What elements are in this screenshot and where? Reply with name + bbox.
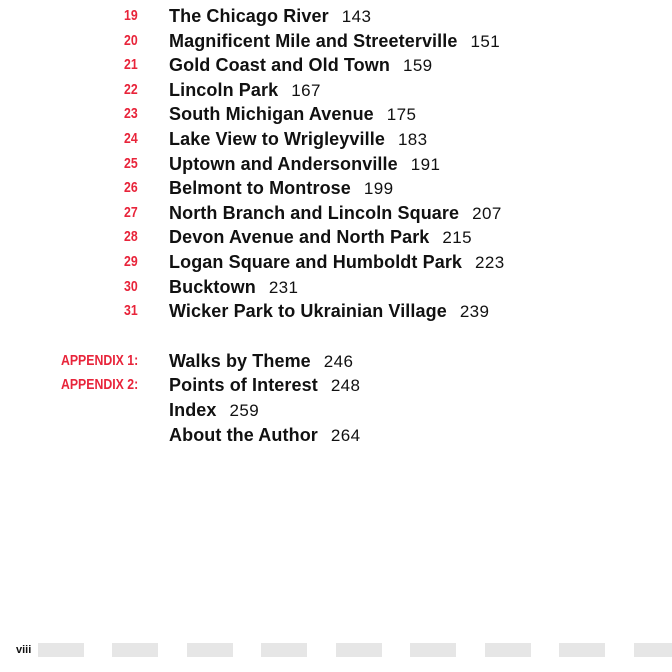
toc-row	[0, 349, 672, 374]
chapter-number: 26	[124, 179, 138, 197]
chapter-number: 20	[124, 31, 138, 49]
chapter-title: Lake View to Wrigleyville	[169, 128, 385, 149]
footer-bar	[634, 643, 672, 657]
toc-row	[0, 127, 672, 152]
footer-bar	[410, 643, 456, 657]
toc-entry	[169, 152, 440, 178]
chapter-title: Magnificent Mile and Streeterville	[169, 30, 458, 51]
toc-row	[0, 373, 672, 398]
chapter-title: Uptown and Andersonville	[169, 153, 398, 174]
page-number: 167	[291, 80, 321, 100]
page-number: 264	[330, 425, 361, 445]
folio: viii	[16, 644, 32, 656]
toc-row	[0, 53, 672, 78]
chapter-title: Logan Square and Humboldt Park	[169, 251, 463, 272]
page-footer	[0, 643, 672, 657]
toc-row	[0, 275, 672, 300]
toc-entry	[169, 201, 502, 227]
chapter-number: 28	[124, 228, 138, 246]
chapter-title: South Michigan Avenue	[169, 104, 374, 125]
toc-row	[0, 398, 672, 423]
chapter-title: Gold Coast and Old Town	[169, 55, 390, 76]
chapter-number: 27	[124, 203, 138, 221]
toc-entry	[169, 29, 500, 55]
chapter-number: 30	[124, 277, 138, 295]
page-number: 183	[397, 129, 428, 149]
toc-entry	[169, 53, 433, 79]
chapter-number: 21	[124, 56, 138, 74]
about-author-title: About the Author	[169, 424, 318, 445]
toc-row	[0, 4, 672, 29]
appendix-title: Points of Interest	[169, 375, 318, 396]
chapter-number: 24	[124, 129, 138, 147]
toc-row	[0, 423, 672, 448]
page-number: 199	[363, 179, 394, 199]
toc-entry	[169, 176, 393, 202]
toc-row	[0, 176, 672, 201]
toc-entry	[169, 275, 298, 301]
toc-row	[0, 152, 672, 177]
toc-entry	[169, 299, 489, 325]
chapter-title: Wicker Park to Ukrainian Village	[169, 301, 447, 322]
toc-entry	[169, 423, 360, 449]
table-of-contents	[0, 4, 672, 447]
chapter-title: Bucktown	[169, 276, 256, 297]
footer-bar	[112, 643, 158, 657]
footer-bar	[187, 643, 233, 657]
toc-row	[0, 250, 672, 275]
toc-entry	[169, 127, 428, 153]
toc-entry	[169, 78, 321, 104]
footer-bars	[38, 643, 672, 657]
chapter-title: The Chicago River	[169, 6, 329, 26]
toc-row	[0, 102, 672, 127]
chapter-number: 25	[124, 154, 138, 172]
footer-bar	[485, 643, 531, 657]
footer-bar	[38, 643, 84, 657]
appendix-title: Walks by Theme	[169, 350, 311, 371]
toc-row	[0, 201, 672, 226]
chapter-list	[0, 4, 672, 324]
toc-entry	[169, 225, 472, 251]
footer-bar	[336, 643, 382, 657]
footer-bar	[261, 643, 307, 657]
section-spacer	[0, 324, 672, 349]
chapter-title: Devon Avenue and North Park	[169, 227, 430, 248]
page-number: 159	[402, 56, 433, 76]
toc-entry	[169, 250, 505, 276]
chapter-number: 23	[124, 105, 138, 123]
page-number: 223	[475, 252, 505, 272]
page-number: 231	[268, 277, 299, 297]
footer-bar	[559, 643, 605, 657]
page-number: 248	[330, 376, 361, 396]
toc-entry	[169, 4, 371, 30]
index-title: Index	[169, 399, 217, 420]
chapter-title: North Branch and Lincoln Square	[169, 202, 460, 223]
page-number: 175	[386, 105, 417, 125]
page-number: 239	[459, 302, 490, 322]
appendix-label: APPENDIX 2:	[60, 376, 138, 394]
chapter-number: 29	[124, 252, 138, 270]
toc-row	[0, 29, 672, 54]
page-number: 191	[410, 154, 441, 174]
chapter-title: Belmont to Montrose	[169, 178, 351, 199]
back-matter-list	[0, 349, 672, 447]
page-number: 259	[229, 400, 260, 420]
toc-entry	[169, 349, 353, 375]
toc-entry	[169, 102, 416, 128]
chapter-number: 31	[124, 302, 138, 320]
chapter-title: Lincoln Park	[169, 79, 279, 100]
page-number: 246	[323, 351, 354, 371]
appendix-label: APPENDIX 1:	[60, 351, 138, 369]
toc-row	[0, 225, 672, 250]
page-number: 215	[442, 228, 472, 248]
toc-entry	[169, 373, 360, 399]
toc-row	[0, 299, 672, 324]
chapter-number: 22	[124, 80, 138, 98]
toc-entry	[169, 398, 259, 424]
toc-row	[0, 78, 672, 103]
chapter-number: 19	[124, 7, 138, 24]
page-number: 151	[470, 31, 501, 51]
page-number: 207	[472, 203, 502, 223]
page-number: 143	[341, 7, 372, 26]
